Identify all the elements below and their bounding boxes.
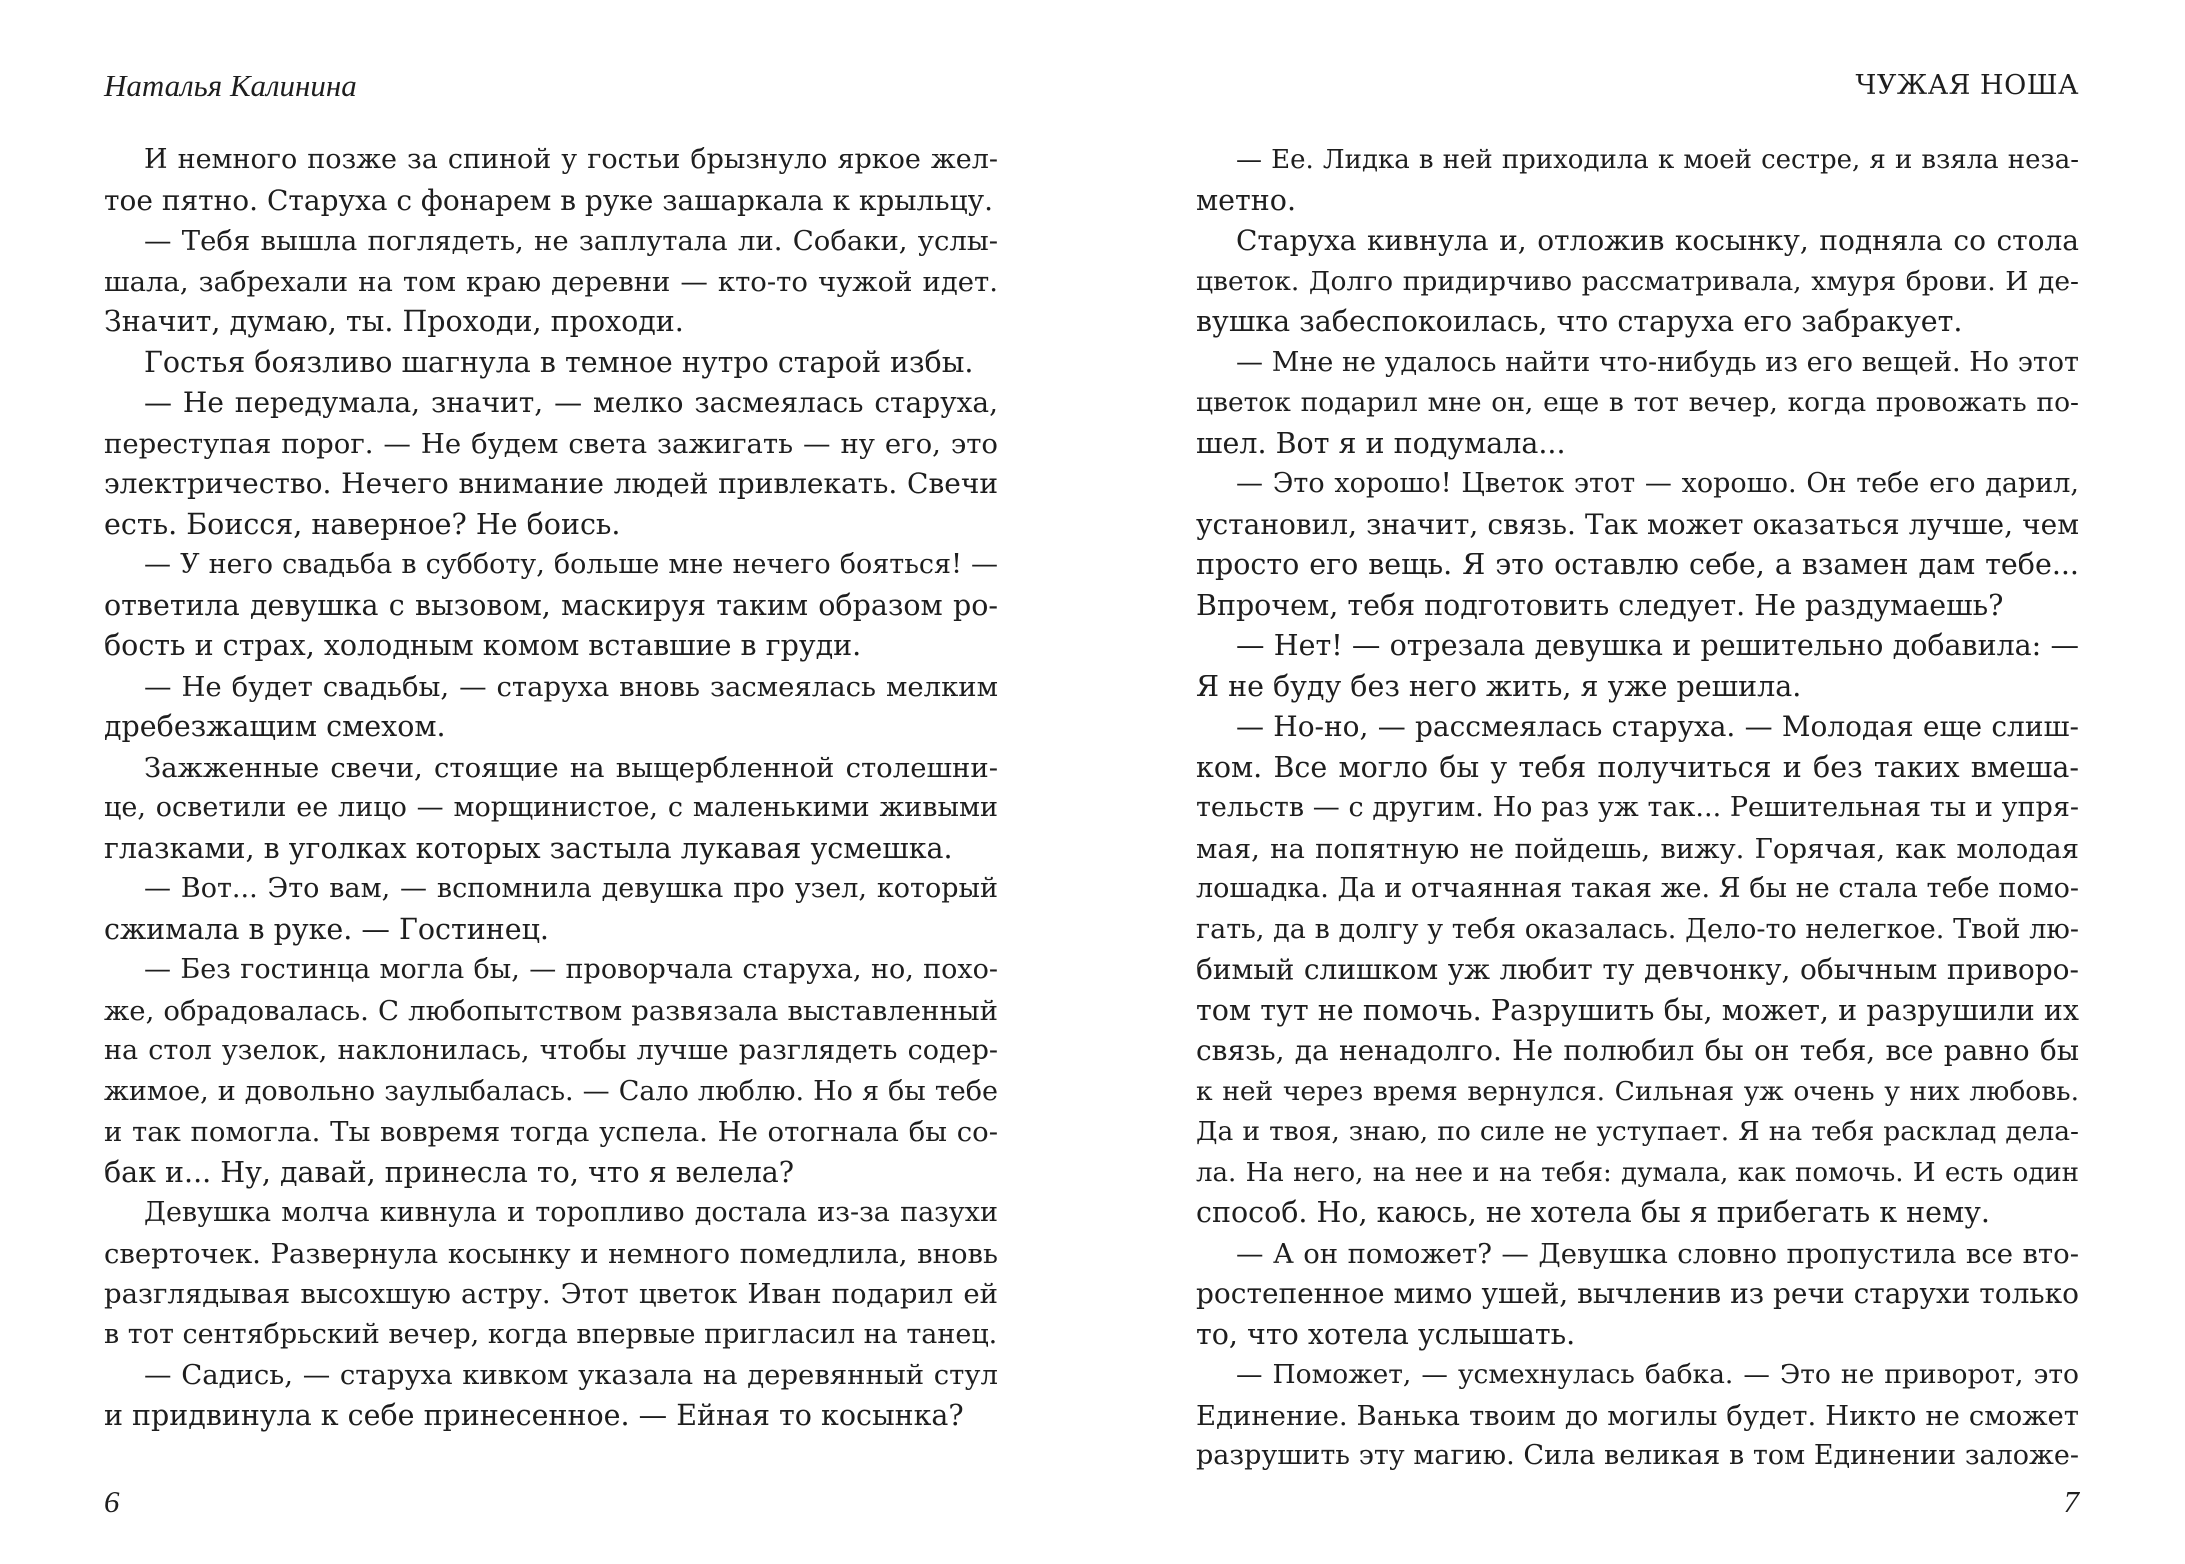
text-line: Зажженные свечи, стоящие на выщербленной столешни- xyxy=(144,751,998,784)
page-number: 6 xyxy=(104,1484,120,1519)
text-line: — Тебя вышла поглядеть, не заплутала ли. Собаки, услы- xyxy=(144,225,998,257)
text-line: метно. xyxy=(1196,183,1297,217)
text-line: цветок подарил мне он, еще в тот вечер, когда провожать по- xyxy=(1196,387,2079,418)
text-line: установил, значит, связь. Так может оказаться лучше, чем xyxy=(1196,507,2079,541)
text-line: — Мне не удалось найти что-нибудь из его вещей. Но этот xyxy=(1236,346,2079,378)
text-line: ответила девушка с вызовом, маскируя таким образом ро- xyxy=(104,588,998,622)
text-line: — У него свадьба в субботу, больше мне нечего бояться! — xyxy=(144,549,998,580)
text-line: — Не передумала, значит, — мелко засмеялась старуха, xyxy=(144,386,998,419)
text-line: то, что хотела услышать. xyxy=(1196,1317,1576,1351)
text-line: — Вот... Это вам, — вспомнила девушка про узел, который xyxy=(144,873,998,904)
text-line: ком. Все могло бы у тебя получиться и без таких вмеша- xyxy=(1196,750,2079,784)
text-line: цветок. Долго придирчиво рассматривала, хмуря брови. И де- xyxy=(1196,265,2079,297)
text-line: — Поможет, — усмехнулась бабка. — Это не приворот, это xyxy=(1236,1359,2079,1390)
text-line: Значит, думаю, ты. Проходи, проходи. xyxy=(104,305,684,338)
text-line: — Не будет свадьбы, — старуха вновь засмеялась мелким xyxy=(144,670,998,703)
text-line: же, обрадовалась. С любопытством развязала выставленный xyxy=(104,994,998,1027)
body-text xyxy=(104,140,998,1436)
text-line: шел. Вот я и подумала... xyxy=(1196,426,1566,460)
text-line: тельств — с другим. Но раз уж так... Решительная ты и упря- xyxy=(1196,792,2079,823)
text-line: и так помогла. Ты вовремя тогда успела. Не отогнала бы со- xyxy=(104,1116,998,1148)
text-line: гать, да в долгу у тебя оказалась. Дело-то нелегкое. Твой лю- xyxy=(1196,913,2079,945)
left-page xyxy=(0,0,1092,1564)
text-line: в тот сентябрьский вечер, когда впервые пригласил на танец. xyxy=(104,1318,998,1350)
text-line: связь, да ненадолго. Не полюбил бы он тебя, все равно бы xyxy=(1196,1034,2079,1067)
text-line: Старуха кивнула и, отложив косынку, подняла со стола xyxy=(1236,224,2079,257)
text-line: лошадка. Да и отчаянная такая же. Я бы не стала тебе помо- xyxy=(1196,873,2079,904)
text-line: — Нет! — отрезала девушка и решительно добавила: — xyxy=(1236,629,2079,662)
text-line: электричество. Нечего внимание людей привлекать. Свечи xyxy=(104,467,998,500)
text-line: разглядывая высохшую астру. Этот цветок Иван подарил ей xyxy=(104,1278,998,1310)
running-head-title: ЧУЖАЯ НОША xyxy=(1855,70,2079,101)
text-line: Гостья боязливо шагнула в темное нутро старой избы. xyxy=(144,345,974,379)
right-page xyxy=(1092,0,2185,1564)
text-line: мая, на попятную не пойдешь, вижу. Горячая, как молодая xyxy=(1196,832,2079,865)
text-line: дребезжащим смехом. xyxy=(104,710,446,743)
text-line: Впрочем, тебя подготовить следует. Не раздумаешь? xyxy=(1196,588,2004,622)
text-line: к ней через время вернулся. Сильная уж очень у них любовь. xyxy=(1196,1075,2079,1107)
text-line: це, осветили ее лицо — морщинистое, с маленькими живыми xyxy=(104,792,998,823)
text-line: том тут не помочь. Разрушить бы, может, и разрушили их xyxy=(1196,993,2079,1027)
body-text xyxy=(1196,140,2079,1477)
text-line: Девушка молча кивнула и торопливо достала из-за пазухи xyxy=(144,1197,998,1228)
running-head-author: Наталья Калинина xyxy=(104,68,357,103)
text-line: сверточек. Развернула косынку и немного помедлила, вновь xyxy=(104,1237,998,1270)
text-line: сжимала в руке. — Гостинец. xyxy=(104,912,549,946)
text-line: — А он поможет? — Девушка словно пропустила все вто- xyxy=(1236,1237,2079,1270)
page-number: 7 xyxy=(2063,1484,2079,1519)
text-line: бак и... Ну, давай, принесла то, что я велела? xyxy=(104,1155,795,1189)
text-line: И немного позже за спиной у гостьи брызнуло яркое жел- xyxy=(144,144,998,175)
text-line: Единение. Ванька твоим до могилы будет. Никто не сможет xyxy=(1196,1399,2079,1432)
text-line: способ. Но, каюсь, не хотела бы я прибегать к нему. xyxy=(1196,1196,1990,1229)
text-line: жимое, и довольно заулыбалась. — Сало люблю. Но я бы тебе xyxy=(104,1075,998,1107)
text-line: есть. Боисся, наверное? Не боись. xyxy=(104,507,621,541)
text-line: шала, забрехали на том краю деревни — кто-то чужой идет. xyxy=(104,265,998,298)
text-line: бость и страх, холодным комом вставшие в груди. xyxy=(104,629,862,662)
text-line: Да и твоя, знаю, по силе не уступает. Я на тебя расклад дела- xyxy=(1196,1116,2079,1147)
text-line: глазками, в уголках которых застыла лукавая усмешка. xyxy=(104,831,953,865)
text-line: ла. На него, на нее и на тебя: думала, как помочь. И есть один xyxy=(1196,1157,2079,1188)
text-line: — Это хорошо! Цветок этот — хорошо. Он тебе его дарил, xyxy=(1236,468,2079,499)
text-line: переступая порог. — Не будем света зажигать — ну его, это xyxy=(104,427,998,460)
text-line: на стол узелок, наклонилась, чтобы лучше разглядеть содер- xyxy=(104,1035,998,1066)
text-line: Я не буду без него жить, я уже решила. xyxy=(1196,669,1802,703)
text-line: — Без гостинца могла бы, — проворчала старуха, но, похо- xyxy=(144,954,998,985)
text-line: ростепенное мимо ушей, вычленив из речи старухи только xyxy=(1196,1277,2079,1310)
text-line: тое пятно. Старуха с фонарем в руке зашаркала к крыльцу. xyxy=(104,183,993,217)
text-line: вушка забеспокоилась, что старуха его забракует. xyxy=(1196,305,1963,338)
text-line: — Ее. Лидка в ней приходила к моей сестре, я и взяла неза- xyxy=(1236,145,2079,175)
text-line: и придвинула к себе принесенное. — Ейная то косынка? xyxy=(104,1398,964,1432)
text-line: — Но-но, — рассмеялась старуха. — Молодая еще слиш- xyxy=(1236,710,2079,743)
text-line: бимый слишком уж любит ту девчонку, обычным приворо- xyxy=(1196,953,2079,986)
text-line: — Садись, — старуха кивком указала на деревянный стул xyxy=(144,1359,998,1391)
text-line: просто его вещь. Я это оставлю себе, а взамен дам тебе... xyxy=(1196,548,2079,581)
text-line: разрушить эту магию. Сила великая в том Единении заложе- xyxy=(1196,1440,2079,1471)
